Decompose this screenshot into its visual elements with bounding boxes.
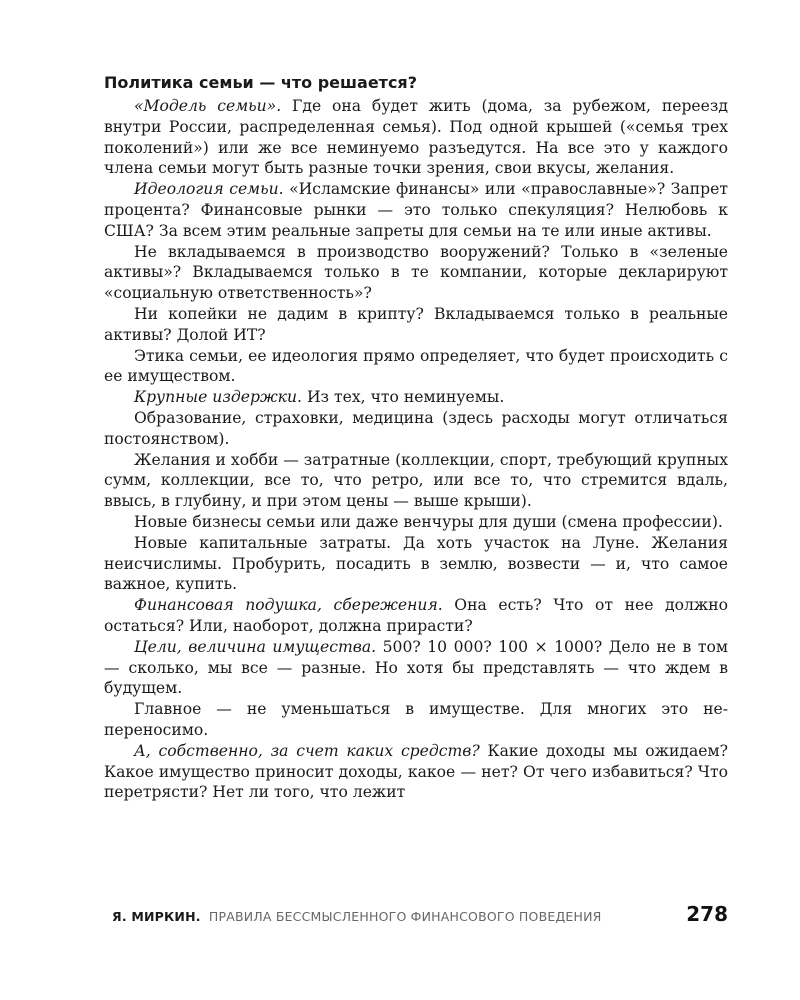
paragraph: [104, 346, 728, 388]
paragraph-text: Не вкладываемся в производство вооружений? Только в «зеленые активы»? Вкладываемся только в те компании, которые декларируют «социальную ответственность»?: [104, 242, 728, 303]
paragraph-text: Из тех, что неминуемы.: [301, 388, 505, 407]
paragraph: [104, 637, 728, 699]
paragraph: [104, 595, 728, 637]
paragraph: [104, 387, 728, 408]
running-footer: [112, 902, 728, 932]
paragraph-lead: А, собственно, за счет каких средств?: [134, 741, 480, 760]
paragraph-lead: «Модель семьи».: [134, 97, 282, 115]
paragraph-lead: Цели, величина имущества.: [134, 637, 377, 656]
paragraph: [104, 741, 728, 803]
paragraph: [104, 450, 728, 512]
paragraph-text: Ни копейки не дадим в крипту? Вкладываемся только в реальные активы? Долой ИТ?: [104, 304, 728, 344]
paragraph-text: Желания и хобби — затратные (коллекции, спорт, требующий крупных сумм, коллекции, все то, что ретро, или все то, что стремится вдаль, ввысь, в глубину, и при этом цены — выше крыши).: [104, 450, 728, 511]
page-number: 278: [686, 902, 728, 926]
paragraph-lead: Финансовая подушка, сбережения.: [134, 596, 443, 615]
paragraph-text: Какие доходы мы ожидаем? Какое имущество приносит доходы, какое — нет? От чего избавиться? Что перетрясти? Нет ли того, что лежит: [104, 741, 728, 802]
paragraph-text: Она есть? Что от нее должно остаться? Или, наоборот, должна прирасти?: [104, 596, 729, 635]
paragraph-text: «Исламские финансы» или «православные»? Запрет процента? Финансовые рынки — это только спекуляция? Нелюбовь к США? За всем этим реальные запреты для семьи на те или иные активы.: [104, 180, 728, 240]
body-text: [104, 96, 728, 803]
paragraph: [104, 304, 728, 346]
paragraph: [104, 699, 728, 741]
paragraph-text: Главное — не уменьшаться в имуществе. Для многих это непереносимо.: [104, 700, 728, 739]
paragraph: [104, 179, 728, 241]
paragraph: [104, 408, 728, 450]
paragraph-lead: Крупные издержки.: [134, 388, 302, 407]
paragraph: [104, 96, 728, 179]
paragraph-text: Новые бизнесы семьи или даже венчуры для души (смена профессии).: [134, 512, 723, 531]
paragraph: [104, 533, 728, 595]
paragraph: [104, 512, 728, 533]
footer-caption: [112, 909, 602, 924]
paragraph-lead: Идеология семьи.: [134, 180, 284, 199]
paragraph-text: Образование, страховки, медицина (здесь расходы могут отличаться постоянством).: [104, 408, 728, 448]
paragraph-text: Этика семьи, ее идеология прямо определяет, что будет происходить с ее имуществом.: [104, 346, 728, 386]
paragraph-text: Новые капитальные затраты. Да хоть участок на Луне. Желания неисчислимы. Пробурить, посадить в землю, возвести — и, что самое важное, купить.: [104, 533, 728, 594]
paragraph-text: 500? 10 000? 100 × 1000? Дело не в том — сколько, мы все — разные. Но хотя бы представлять — что ждем в будущем.: [104, 637, 728, 698]
footer-book-title: ПРАВИЛА БЕССМЫСЛЕННОГО ФИНАНСОВОГО ПОВЕДЕНИЯ: [208, 909, 602, 924]
page-content: [104, 72, 728, 803]
footer-author: Я. МИРКИН.: [112, 909, 201, 924]
section-heading: Политика семьи — что решается?: [104, 73, 417, 92]
paragraph-text: Где она будет жить (дома, за рубежом, переезд внутри России, распределенная семья). Под одной крышей («семья трех поколений») или же все неминуемо разъедутся. На все это у каждого члена семьи могут быть разные точки зрения, свои вкусы, желания.: [104, 97, 728, 178]
paragraph: [104, 242, 728, 304]
